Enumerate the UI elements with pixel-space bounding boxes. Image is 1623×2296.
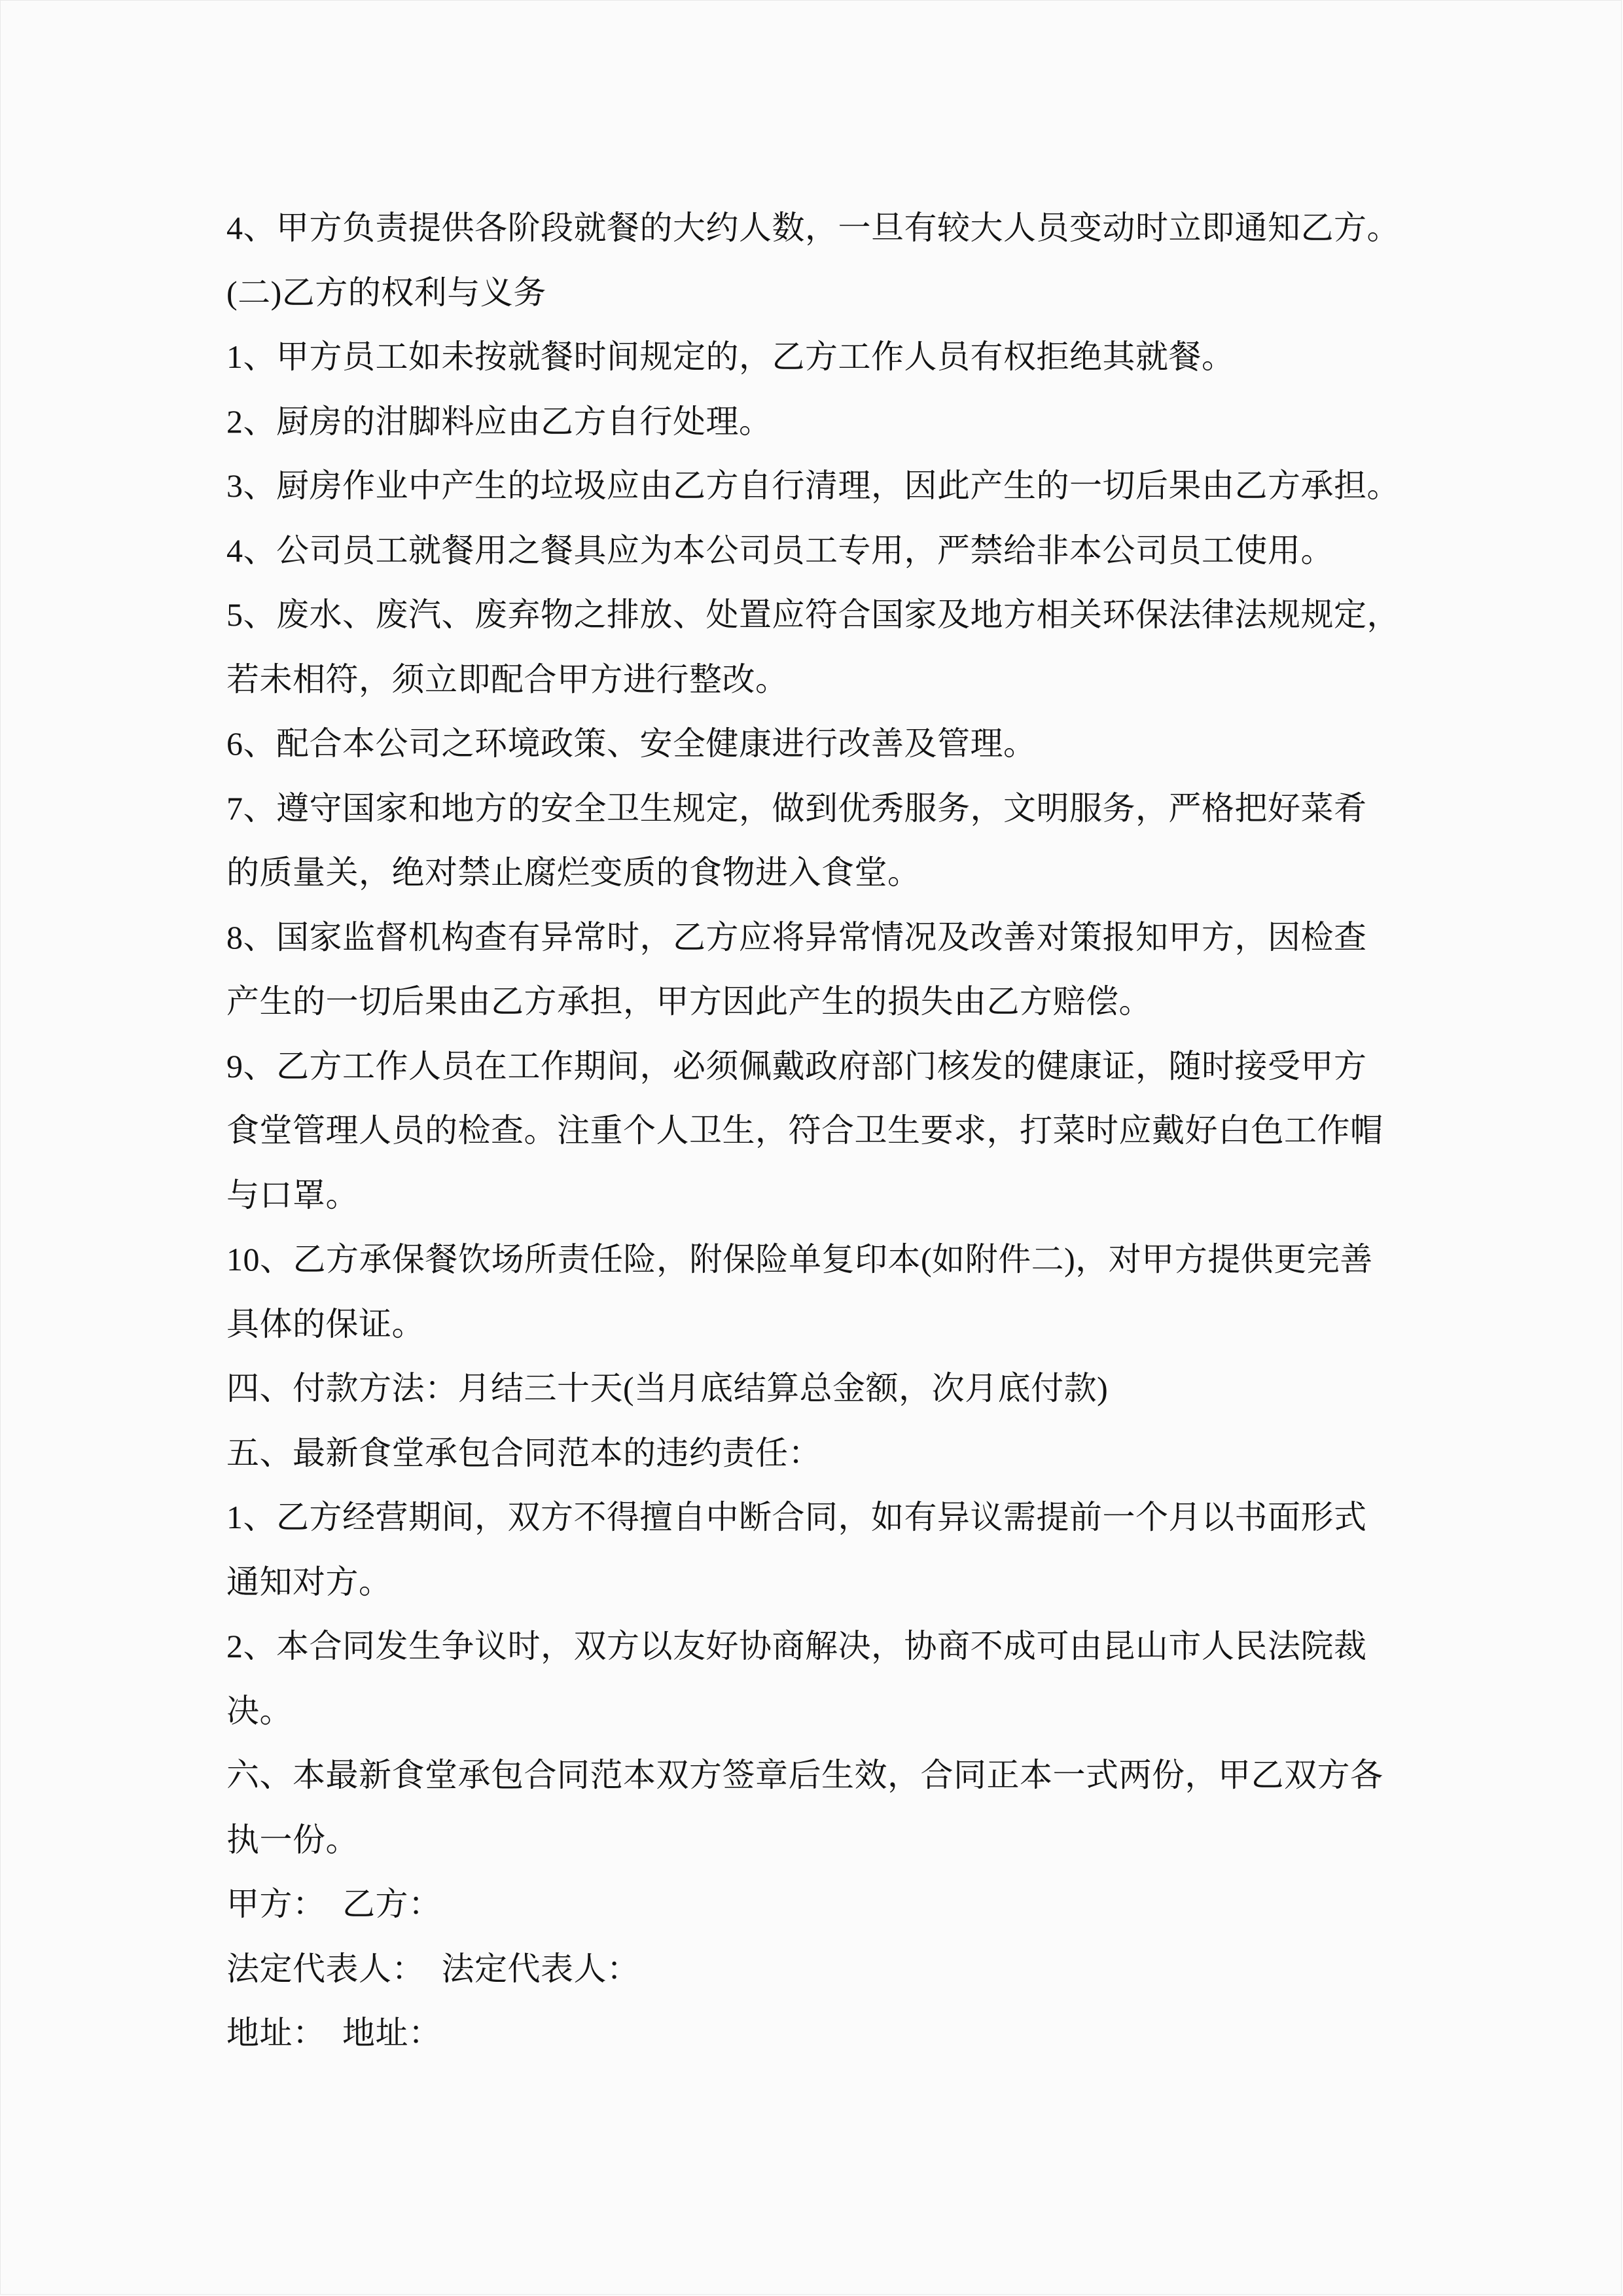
document-line: 10、乙方承保餐饮场所责任险，附保险单复印本(如附件二)，对甲方提供更完善: [226, 1241, 1373, 1278]
document-line: 的质量关，绝对禁止腐烂变质的食物进入食堂。: [226, 854, 921, 891]
document-line: 法定代表人： 法定代表人：: [226, 1950, 640, 1987]
document-line: 3、厨房作业中产生的垃圾应由乙方自行清理，因此产生的一切后果由乙方承担。: [226, 467, 1400, 504]
document-body: [226, 196, 1411, 2066]
document-line: 六、本最新食堂承包合同范本双方签章后生效，合同正本一式两份，甲乙双方各: [226, 1757, 1383, 1793]
document-line: 产生的一切后果由乙方承担，甲方因此产生的损失由乙方赔偿。: [226, 983, 1152, 1020]
document-line: 执一份。: [226, 1821, 359, 1858]
document-line: 1、乙方经营期间，双方不得擅自中断合同，如有异议需提前一个月以书面形式: [226, 1499, 1367, 1535]
document-line: 2、厨房的泔脚料应由乙方自行处理。: [226, 403, 772, 440]
document-line: 五、最新食堂承包合同范本的违约责任：: [226, 1434, 821, 1471]
document-line: 若未相符，须立即配合甲方进行整改。: [226, 660, 789, 698]
document-line: 2、本合同发生争议时，双方以友好协商解决，协商不成可由昆山市人民法院裁: [226, 1628, 1367, 1664]
document-line: 甲方： 乙方：: [226, 1886, 442, 1922]
document-line: 决。: [226, 1692, 293, 1729]
document-line: 与口罩。: [226, 1176, 359, 1213]
document-line: 四、付款方法：月结三十天(当月底结算总金额，次月底付款): [226, 1370, 1109, 1407]
document-line: 4、甲方负责提供各阶段就餐的大约人数，一旦有较大人员变动时立即通知乙方。: [226, 209, 1400, 246]
document-line: 7、遵守国家和地方的安全卫生规定，做到优秀服务，文明服务，严格把好菜肴: [226, 789, 1367, 827]
document-line: 5、废水、废汽、废弃物之排放、处置应符合国家及地方相关环保法律法规规定，: [226, 596, 1400, 633]
document-line: 4、公司员工就餐用之餐具应为本公司员工专用，严禁给非本公司员工使用。: [226, 531, 1334, 569]
document-line: 地址： 地址：: [226, 2015, 442, 2051]
document-line: (二)乙方的权利与义务: [226, 274, 546, 311]
document-line: 9、乙方工作人员在工作期间，必须佩戴政府部门核发的健康证，随时接受甲方: [226, 1047, 1367, 1085]
document-line: 1、甲方员工如未按就餐时间规定的，乙方工作人员有权拒绝其就餐。: [226, 338, 1235, 375]
document-line: 6、配合本公司之环境政策、安全健康进行改善及管理。: [226, 725, 1037, 762]
document-line: 8、国家监督机构查有异常时，乙方应将异常情况及改善对策报知甲方，因检查: [226, 918, 1367, 956]
document-line: 食堂管理人员的检查。注重个人卫生，符合卫生要求，打菜时应戴好白色工作帽: [226, 1112, 1383, 1149]
document-line: 通知对方。: [226, 1563, 392, 1600]
document-line: 具体的保证。: [226, 1305, 425, 1342]
